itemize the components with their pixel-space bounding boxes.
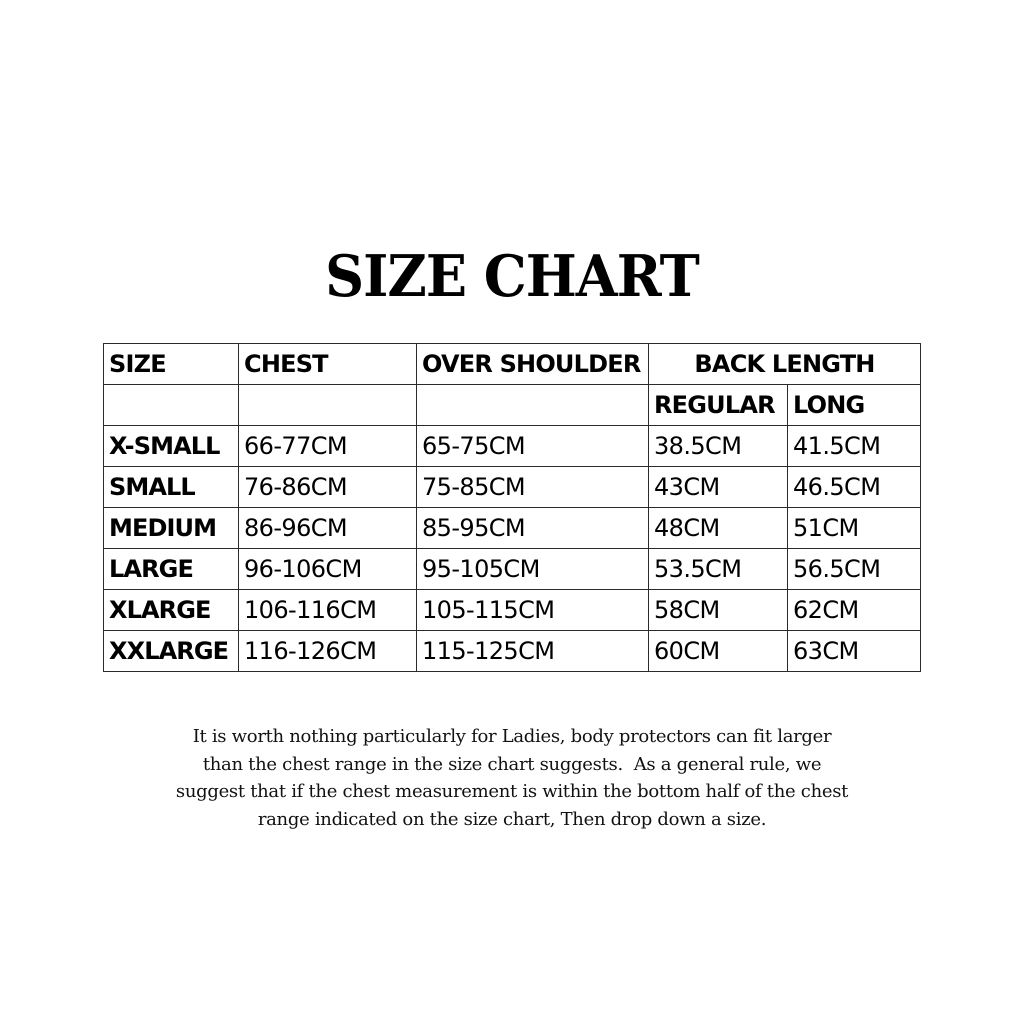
subheader-size [104,385,239,426]
fit-note-line: range indicated on the size chart, Then drop down a size. [257,808,767,830]
cell-back-long: 41.5CM [788,426,921,467]
header-over-shoulder: OVER SHOULDER [417,344,649,385]
cell-back-regular: 48CM [649,508,788,549]
cell-over-shoulder: 75-85CM [417,467,649,508]
fit-note [130,723,894,833]
header-size: SIZE [104,344,239,385]
page-title: SIZE CHART [325,242,699,310]
cell-chest: 116-126CM [239,631,417,672]
table-row [104,590,921,631]
cell-size: SMALL [104,467,239,508]
cell-back-long: 46.5CM [788,467,921,508]
cell-back-regular: 60CM [649,631,788,672]
fit-note-line: than the chest range in the size chart suggests. As a general rule, we [202,753,822,775]
cell-size: XXLARGE [104,631,239,672]
cell-size: LARGE [104,549,239,590]
cell-over-shoulder: 115-125CM [417,631,649,672]
subheader-long: LONG [788,385,921,426]
cell-over-shoulder: 85-95CM [417,508,649,549]
cell-back-regular: 53.5CM [649,549,788,590]
cell-chest: 86-96CM [239,508,417,549]
cell-size: X-SMALL [104,426,239,467]
table-subheader-row [104,385,921,426]
cell-back-regular: 43CM [649,467,788,508]
header-chest: CHEST [239,344,417,385]
table-header-row [104,344,921,385]
cell-size: MEDIUM [104,508,239,549]
cell-over-shoulder: 95-105CM [417,549,649,590]
cell-chest: 106-116CM [239,590,417,631]
table-row [104,426,921,467]
cell-over-shoulder: 65-75CM [417,426,649,467]
cell-back-regular: 38.5CM [649,426,788,467]
cell-back-long: 63CM [788,631,921,672]
cell-back-long: 51CM [788,508,921,549]
cell-over-shoulder: 105-115CM [417,590,649,631]
cell-back-long: 62CM [788,590,921,631]
fit-note-line: suggest that if the chest measurement is within the bottom half of the chest [175,781,849,802]
subheader-regular: REGULAR [649,385,788,426]
size-table [103,343,921,672]
cell-chest: 76-86CM [239,467,417,508]
cell-back-regular: 58CM [649,590,788,631]
table-row [104,549,921,590]
header-back-length: BACK LENGTH [649,344,921,385]
subheader-chest [239,385,417,426]
subheader-over-shoulder [417,385,649,426]
cell-size: XLARGE [104,590,239,631]
table-row [104,467,921,508]
cell-back-long: 56.5CM [788,549,921,590]
cell-chest: 66-77CM [239,426,417,467]
fit-note-line: It is worth nothing particularly for Ladies, body protectors can fit larger [192,726,832,747]
table-row [104,631,921,672]
cell-chest: 96-106CM [239,549,417,590]
table-row [104,508,921,549]
